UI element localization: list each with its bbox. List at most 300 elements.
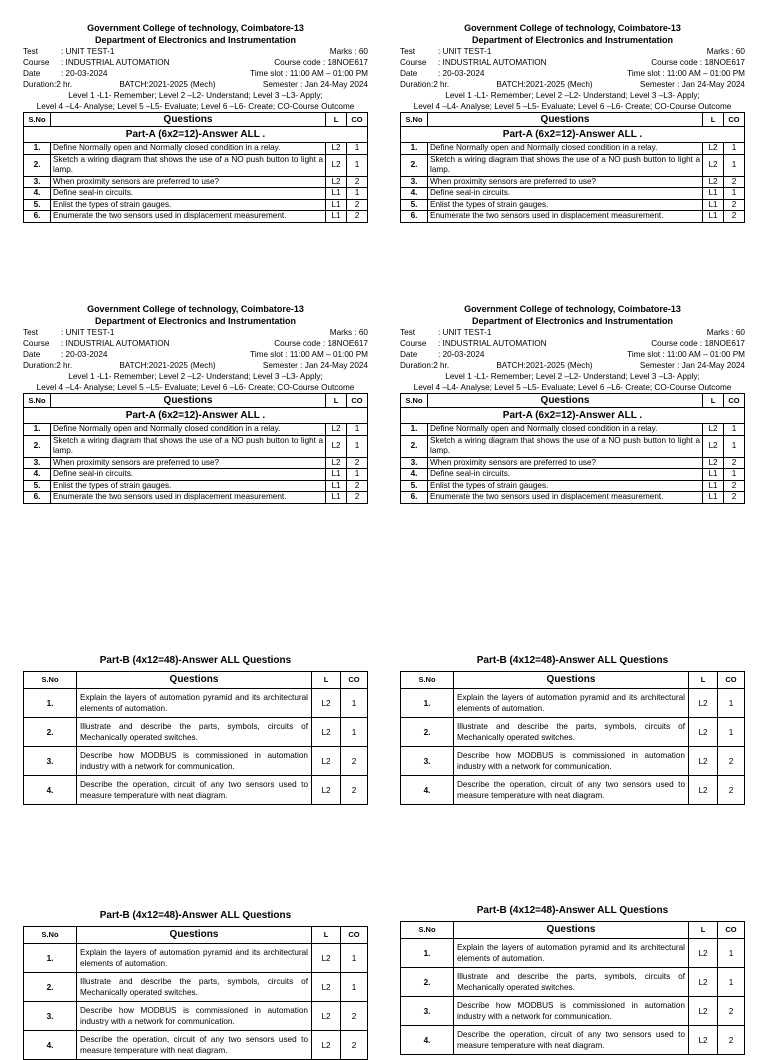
levels-line-2: Level 4 –L4- Analyse; Level 5 –L5- Evaluate; Level 6 –L6- Create; CO-Course Outcome <box>413 102 732 111</box>
duration-row <box>400 79 745 90</box>
table-row <box>24 747 368 776</box>
question-level: L2 <box>312 1002 341 1031</box>
date-label: Date <box>23 69 41 78</box>
question-text: Enlist the types of strain gauges. <box>428 480 703 492</box>
level-header: L <box>703 394 724 408</box>
question-co: 2 <box>718 997 745 1026</box>
part-title-row <box>401 127 745 143</box>
table-header <box>24 113 368 127</box>
college-name: Government College of technology, Coimbatore-13 <box>87 23 304 33</box>
question-number: 4. <box>401 776 454 805</box>
co-header: CO <box>341 672 368 689</box>
question-co: 1 <box>347 143 368 155</box>
question-paper-part-b <box>23 909 368 1060</box>
question-number: 3. <box>24 457 51 469</box>
question-paper-part-b <box>400 904 745 1055</box>
table-row <box>24 188 368 200</box>
question-text: When proximity sensors are preferred to use? <box>51 457 326 469</box>
question-level: L1 <box>326 480 347 492</box>
sno-header: S.No <box>24 927 77 944</box>
questions-table <box>400 112 745 223</box>
question-number: 3. <box>24 1002 77 1031</box>
test-row <box>400 46 745 57</box>
question-co: 2 <box>341 747 368 776</box>
duration: Duration:2 hr. <box>400 80 450 89</box>
question-number: 4. <box>24 1031 77 1060</box>
question-number: 6. <box>24 211 51 223</box>
table-row <box>401 211 745 223</box>
question-text: Explain the layers of automation pyramid and its architectural elements of automation. <box>77 689 312 718</box>
questions-table <box>400 393 745 504</box>
course-label: Course <box>23 58 50 67</box>
table-row <box>401 176 745 188</box>
question-text: When proximity sensors are preferred to use? <box>51 176 326 188</box>
question-co: 1 <box>724 188 745 200</box>
question-text: Define Normally open and Normally closed condition in a relay. <box>51 143 326 155</box>
co-header: CO <box>718 672 745 689</box>
question-number: 5. <box>24 480 51 492</box>
college-name: Government College of technology, Coimbatore-13 <box>464 304 681 314</box>
semester: Semester : Jan 24-May 2024 <box>639 80 745 89</box>
date-value: : 20-03-2024 <box>61 350 108 359</box>
co-header: CO <box>347 394 368 408</box>
test-label: Test <box>23 328 39 337</box>
table-row <box>401 968 745 997</box>
question-co: 2 <box>724 480 745 492</box>
part-title-row <box>401 408 745 424</box>
table-row <box>24 435 368 457</box>
duration-row <box>23 79 368 90</box>
level-header: L <box>703 113 724 127</box>
question-level: L1 <box>326 469 347 481</box>
question-number: 1. <box>24 143 51 155</box>
question-level: L2 <box>703 176 724 188</box>
marks: Marks : 60 <box>329 328 368 337</box>
question-number: 3. <box>401 747 454 776</box>
question-number: 2. <box>24 154 51 176</box>
question-co: 2 <box>347 480 368 492</box>
levels-line-2: Level 4 –L4- Analyse; Level 5 –L5- Evaluate; Level 6 –L6- Create; CO-Course Outcome <box>36 102 355 111</box>
question-text: Enlist the types of strain gauges. <box>51 199 326 211</box>
level-header: L <box>312 672 341 689</box>
questions-header: Questions <box>77 672 312 689</box>
course-code: Course code : 18NOE617 <box>651 58 745 67</box>
question-text: Define seal-in circuits. <box>51 188 326 200</box>
question-co: 1 <box>347 424 368 436</box>
question-text: Describe the operation, circuit of any two sensors used to measure temperature with neat diagram. <box>77 776 312 805</box>
table-row <box>401 492 745 504</box>
question-number: 2. <box>24 973 77 1002</box>
question-level: L2 <box>312 689 341 718</box>
co-header: CO <box>724 113 745 127</box>
table-row <box>24 776 368 805</box>
question-co: 2 <box>347 176 368 188</box>
sno-header: S.No <box>24 394 51 408</box>
part-b-title: Part-B (4x12=48)-Answer ALL Questions <box>476 905 669 916</box>
table-row <box>24 154 368 176</box>
table-row <box>401 939 745 968</box>
question-paper-part-b <box>23 654 368 805</box>
test-value: : UNIT TEST-1 <box>61 47 115 56</box>
question-number: 5. <box>24 199 51 211</box>
question-number: 3. <box>401 997 454 1026</box>
question-co: 2 <box>718 776 745 805</box>
test-value: : UNIT TEST-1 <box>438 47 492 56</box>
question-number: 1. <box>401 939 454 968</box>
table-row <box>401 997 745 1026</box>
duration-row <box>23 360 368 371</box>
question-number: 2. <box>24 435 51 457</box>
part-b-title: Part-B (4x12=48)-Answer ALL Questions <box>476 655 669 666</box>
questions-table <box>23 671 368 805</box>
batch: BATCH:2021-2025 (Mech) <box>119 361 216 370</box>
questions-header: Questions <box>51 113 326 127</box>
question-text: Describe the operation, circuit of any two sensors used to measure temperature with neat diagram. <box>454 1026 689 1055</box>
question-level: L2 <box>326 154 347 176</box>
question-number: 3. <box>24 747 77 776</box>
batch: BATCH:2021-2025 (Mech) <box>119 80 216 89</box>
question-paper-part-a <box>400 304 745 504</box>
table-row <box>24 176 368 188</box>
question-co: 2 <box>347 199 368 211</box>
question-text: Sketch a wiring diagram that shows the use of a NO push button to light a lamp. <box>51 435 326 457</box>
table-row <box>401 689 745 718</box>
question-text: Explain the layers of automation pyramid and its architectural elements of automation. <box>454 939 689 968</box>
sno-header: S.No <box>401 113 428 127</box>
question-level: L2 <box>689 1026 718 1055</box>
question-co: 2 <box>724 457 745 469</box>
table-row <box>24 424 368 436</box>
level-header: L <box>689 922 718 939</box>
question-text: Sketch a wiring diagram that shows the use of a NO push button to light a lamp. <box>428 154 703 176</box>
course-row <box>400 57 745 68</box>
question-level: L1 <box>703 199 724 211</box>
sno-header: S.No <box>401 922 454 939</box>
course-value: : INDUSTRIAL AUTOMATION <box>61 58 170 67</box>
question-co: 2 <box>718 1026 745 1055</box>
date-label: Date <box>400 350 418 359</box>
table-header <box>401 922 745 939</box>
question-number: 1. <box>24 689 77 718</box>
question-number: 1. <box>401 424 428 436</box>
course-row <box>23 57 368 68</box>
question-number: 4. <box>24 776 77 805</box>
course-row <box>400 338 745 349</box>
levels-line-2: Level 4 –L4- Analyse; Level 5 –L5- Evaluate; Level 6 –L6- Create; CO-Course Outcome <box>413 383 732 392</box>
date-row <box>23 68 368 79</box>
question-text: Enumerate the two sensors used in displacement measurement. <box>51 492 326 504</box>
question-co: 1 <box>341 973 368 1002</box>
part-b-title: Part-B (4x12=48)-Answer ALL Questions <box>99 655 292 666</box>
question-text: When proximity sensors are preferred to use? <box>428 176 703 188</box>
question-text: Illustrate and describe the parts, symbols, circuits of Mechanically operated switches. <box>454 968 689 997</box>
table-row <box>24 480 368 492</box>
question-text: Define Normally open and Normally closed condition in a relay. <box>51 424 326 436</box>
question-number: 5. <box>401 199 428 211</box>
question-co: 2 <box>724 176 745 188</box>
question-text: Sketch a wiring diagram that shows the use of a NO push button to light a lamp. <box>51 154 326 176</box>
co-header: CO <box>724 394 745 408</box>
question-co: 2 <box>347 211 368 223</box>
sno-header: S.No <box>401 672 454 689</box>
question-text: Define Normally open and Normally closed condition in a relay. <box>428 143 703 155</box>
question-text: When proximity sensors are preferred to use? <box>428 457 703 469</box>
course-code: Course code : 18NOE617 <box>651 339 745 348</box>
part-b-title: Part-B (4x12=48)-Answer ALL Questions <box>99 910 292 921</box>
question-co: 1 <box>718 968 745 997</box>
date-label: Date <box>400 69 418 78</box>
department-name: Department of Electronics and Instrumentation <box>94 315 297 326</box>
table-row <box>24 973 368 1002</box>
question-text: Enumerate the two sensors used in displacement measurement. <box>428 492 703 504</box>
question-text: Enlist the types of strain gauges. <box>428 199 703 211</box>
question-number: 1. <box>24 424 51 436</box>
time-slot: Time slot : 11:00 AM – 01:00 PM <box>627 69 745 78</box>
table-row <box>24 944 368 973</box>
test-row <box>23 46 368 57</box>
question-level: L2 <box>312 747 341 776</box>
course-value: : INDUSTRIAL AUTOMATION <box>438 58 547 67</box>
question-co: 1 <box>341 944 368 973</box>
table-row <box>24 211 368 223</box>
question-level: L2 <box>326 176 347 188</box>
test-label: Test <box>400 47 416 56</box>
date-row <box>400 68 745 79</box>
question-level: L1 <box>703 211 724 223</box>
question-text: Describe how MODBUS is commissioned in automation industry with a network for communication. <box>454 997 689 1026</box>
question-level: L2 <box>689 997 718 1026</box>
time-slot: Time slot : 11:00 AM – 01:00 PM <box>250 350 368 359</box>
batch: BATCH:2021-2025 (Mech) <box>496 80 593 89</box>
duration: Duration:2 hr. <box>23 80 73 89</box>
course-value: : INDUSTRIAL AUTOMATION <box>61 339 170 348</box>
question-level: L2 <box>689 939 718 968</box>
question-number: 1. <box>401 689 454 718</box>
question-paper-part-a <box>23 23 368 223</box>
question-level: L2 <box>312 776 341 805</box>
sno-header: S.No <box>401 394 428 408</box>
question-level: L2 <box>703 154 724 176</box>
question-number: 1. <box>24 944 77 973</box>
date-label: Date <box>23 350 41 359</box>
question-level: L2 <box>689 776 718 805</box>
semester: Semester : Jan 24-May 2024 <box>262 80 368 89</box>
sno-header: S.No <box>24 113 51 127</box>
questions-header: Questions <box>454 672 689 689</box>
levels-line-2: Level 4 –L4- Analyse; Level 5 –L5- Evaluate; Level 6 –L6- Create; CO-Course Outcome <box>36 383 355 392</box>
question-co: 2 <box>341 1031 368 1060</box>
question-level: L2 <box>703 424 724 436</box>
duration-row <box>400 360 745 371</box>
test-value: : UNIT TEST-1 <box>61 328 115 337</box>
table-row <box>24 469 368 481</box>
table-row <box>24 1031 368 1060</box>
question-level: L1 <box>326 492 347 504</box>
date-row <box>400 349 745 360</box>
table-row <box>24 492 368 504</box>
table-row <box>401 469 745 481</box>
marks: Marks : 60 <box>706 47 745 56</box>
question-co: 1 <box>718 689 745 718</box>
question-level: L1 <box>703 469 724 481</box>
question-level: L1 <box>326 188 347 200</box>
question-level: L2 <box>312 973 341 1002</box>
question-level: L2 <box>326 435 347 457</box>
table-header <box>24 394 368 408</box>
table-row <box>401 199 745 211</box>
date-value: : 20-03-2024 <box>61 69 108 78</box>
table-row <box>401 480 745 492</box>
question-text: Define seal-in circuits. <box>51 469 326 481</box>
table-row <box>24 143 368 155</box>
table-row <box>401 188 745 200</box>
question-number: 4. <box>24 188 51 200</box>
levels-line-1: Level 1 -L1- Remember; Level 2 –L2- Understand; Level 3 –L3- Apply; <box>68 91 323 100</box>
question-level: L2 <box>689 689 718 718</box>
table-row <box>401 747 745 776</box>
course-label: Course <box>400 58 427 67</box>
course-value: : INDUSTRIAL AUTOMATION <box>438 339 547 348</box>
duration: Duration:2 hr. <box>23 361 73 370</box>
table-row <box>401 776 745 805</box>
table-row <box>24 457 368 469</box>
question-text: Enumerate the two sensors used in displacement measurement. <box>51 211 326 223</box>
questions-header: Questions <box>51 394 326 408</box>
question-level: L2 <box>312 944 341 973</box>
questions-header: Questions <box>428 394 703 408</box>
course-code: Course code : 18NOE617 <box>274 339 368 348</box>
table-row <box>401 143 745 155</box>
questions-table <box>23 393 368 504</box>
question-number: 2. <box>401 154 428 176</box>
part-a-title: Part-A (6x2=12)-Answer ALL . <box>401 408 745 424</box>
question-level: L1 <box>703 492 724 504</box>
date-value: : 20-03-2024 <box>438 350 485 359</box>
levels-line-1: Level 1 -L1- Remember; Level 2 –L2- Understand; Level 3 –L3- Apply; <box>445 372 700 381</box>
question-co: 2 <box>724 199 745 211</box>
question-co: 1 <box>341 689 368 718</box>
department-name: Department of Electronics and Instrumentation <box>471 315 674 326</box>
question-number: 4. <box>24 469 51 481</box>
time-slot: Time slot : 11:00 AM – 01:00 PM <box>250 69 368 78</box>
table-header <box>401 672 745 689</box>
question-co: 1 <box>347 435 368 457</box>
batch: BATCH:2021-2025 (Mech) <box>496 361 593 370</box>
question-level: L2 <box>689 718 718 747</box>
table-row <box>401 718 745 747</box>
question-co: 1 <box>724 469 745 481</box>
course-row <box>23 338 368 349</box>
questions-table <box>23 112 368 223</box>
question-co: 1 <box>724 143 745 155</box>
test-row <box>400 327 745 338</box>
table-row <box>24 1002 368 1031</box>
co-header: CO <box>341 927 368 944</box>
question-text: Describe how MODBUS is commissioned in automation industry with a network for communication. <box>454 747 689 776</box>
question-co: 1 <box>347 154 368 176</box>
course-label: Course <box>400 339 427 348</box>
question-text: Describe how MODBUS is commissioned in automation industry with a network for communication. <box>77 1002 312 1031</box>
table-row <box>24 689 368 718</box>
date-value: : 20-03-2024 <box>438 69 485 78</box>
question-text: Define seal-in circuits. <box>428 469 703 481</box>
question-level: L2 <box>326 143 347 155</box>
question-co: 2 <box>724 211 745 223</box>
question-co: 1 <box>718 939 745 968</box>
table-header <box>401 394 745 408</box>
department-name: Department of Electronics and Instrumentation <box>471 34 674 45</box>
table-header <box>401 113 745 127</box>
question-co: 2 <box>724 492 745 504</box>
college-name: Government College of technology, Coimbatore-13 <box>464 23 681 33</box>
question-text: Illustrate and describe the parts, symbols, circuits of Mechanically operated switches. <box>77 718 312 747</box>
question-number: 2. <box>24 718 77 747</box>
question-number: 4. <box>401 469 428 481</box>
question-level: L2 <box>689 747 718 776</box>
table-header <box>24 927 368 944</box>
question-co: 2 <box>718 747 745 776</box>
question-number: 3. <box>401 457 428 469</box>
table-row <box>401 457 745 469</box>
question-level: L1 <box>326 199 347 211</box>
table-row <box>24 718 368 747</box>
question-level: L2 <box>703 457 724 469</box>
question-text: Enumerate the two sensors used in displacement measurement. <box>428 211 703 223</box>
question-co: 1 <box>347 469 368 481</box>
question-co: 2 <box>341 776 368 805</box>
level-header: L <box>689 672 718 689</box>
question-number: 4. <box>401 188 428 200</box>
questions-header: Questions <box>454 922 689 939</box>
course-label: Course <box>23 339 50 348</box>
question-text: Describe the operation, circuit of any two sensors used to measure temperature with neat diagram. <box>454 776 689 805</box>
question-co: 1 <box>347 188 368 200</box>
table-row <box>401 1026 745 1055</box>
question-level: L2 <box>312 718 341 747</box>
date-row <box>23 349 368 360</box>
question-co: 1 <box>724 435 745 457</box>
question-text: Define Normally open and Normally closed condition in a relay. <box>428 424 703 436</box>
questions-table <box>23 926 368 1060</box>
marks: Marks : 60 <box>329 47 368 56</box>
table-header <box>24 672 368 689</box>
table-row <box>401 435 745 457</box>
question-level: L1 <box>703 480 724 492</box>
question-level: L2 <box>703 435 724 457</box>
question-co: 1 <box>718 718 745 747</box>
table-row <box>401 424 745 436</box>
question-level: L2 <box>326 424 347 436</box>
question-level: L1 <box>703 188 724 200</box>
questions-header: Questions <box>428 113 703 127</box>
question-co: 1 <box>724 154 745 176</box>
question-level: L2 <box>326 457 347 469</box>
co-header: CO <box>347 113 368 127</box>
question-co: 2 <box>347 457 368 469</box>
table-row <box>24 199 368 211</box>
question-text: Enlist the types of strain gauges. <box>51 480 326 492</box>
question-text: Sketch a wiring diagram that shows the use of a NO push button to light a lamp. <box>428 435 703 457</box>
question-co: 2 <box>341 1002 368 1031</box>
question-text: Explain the layers of automation pyramid and its architectural elements of automation. <box>77 944 312 973</box>
question-number: 6. <box>401 492 428 504</box>
question-co: 1 <box>724 424 745 436</box>
department-name: Department of Electronics and Instrumentation <box>94 34 297 45</box>
question-number: 6. <box>24 492 51 504</box>
question-number: 1. <box>401 143 428 155</box>
level-header: L <box>326 394 347 408</box>
question-co: 1 <box>341 718 368 747</box>
